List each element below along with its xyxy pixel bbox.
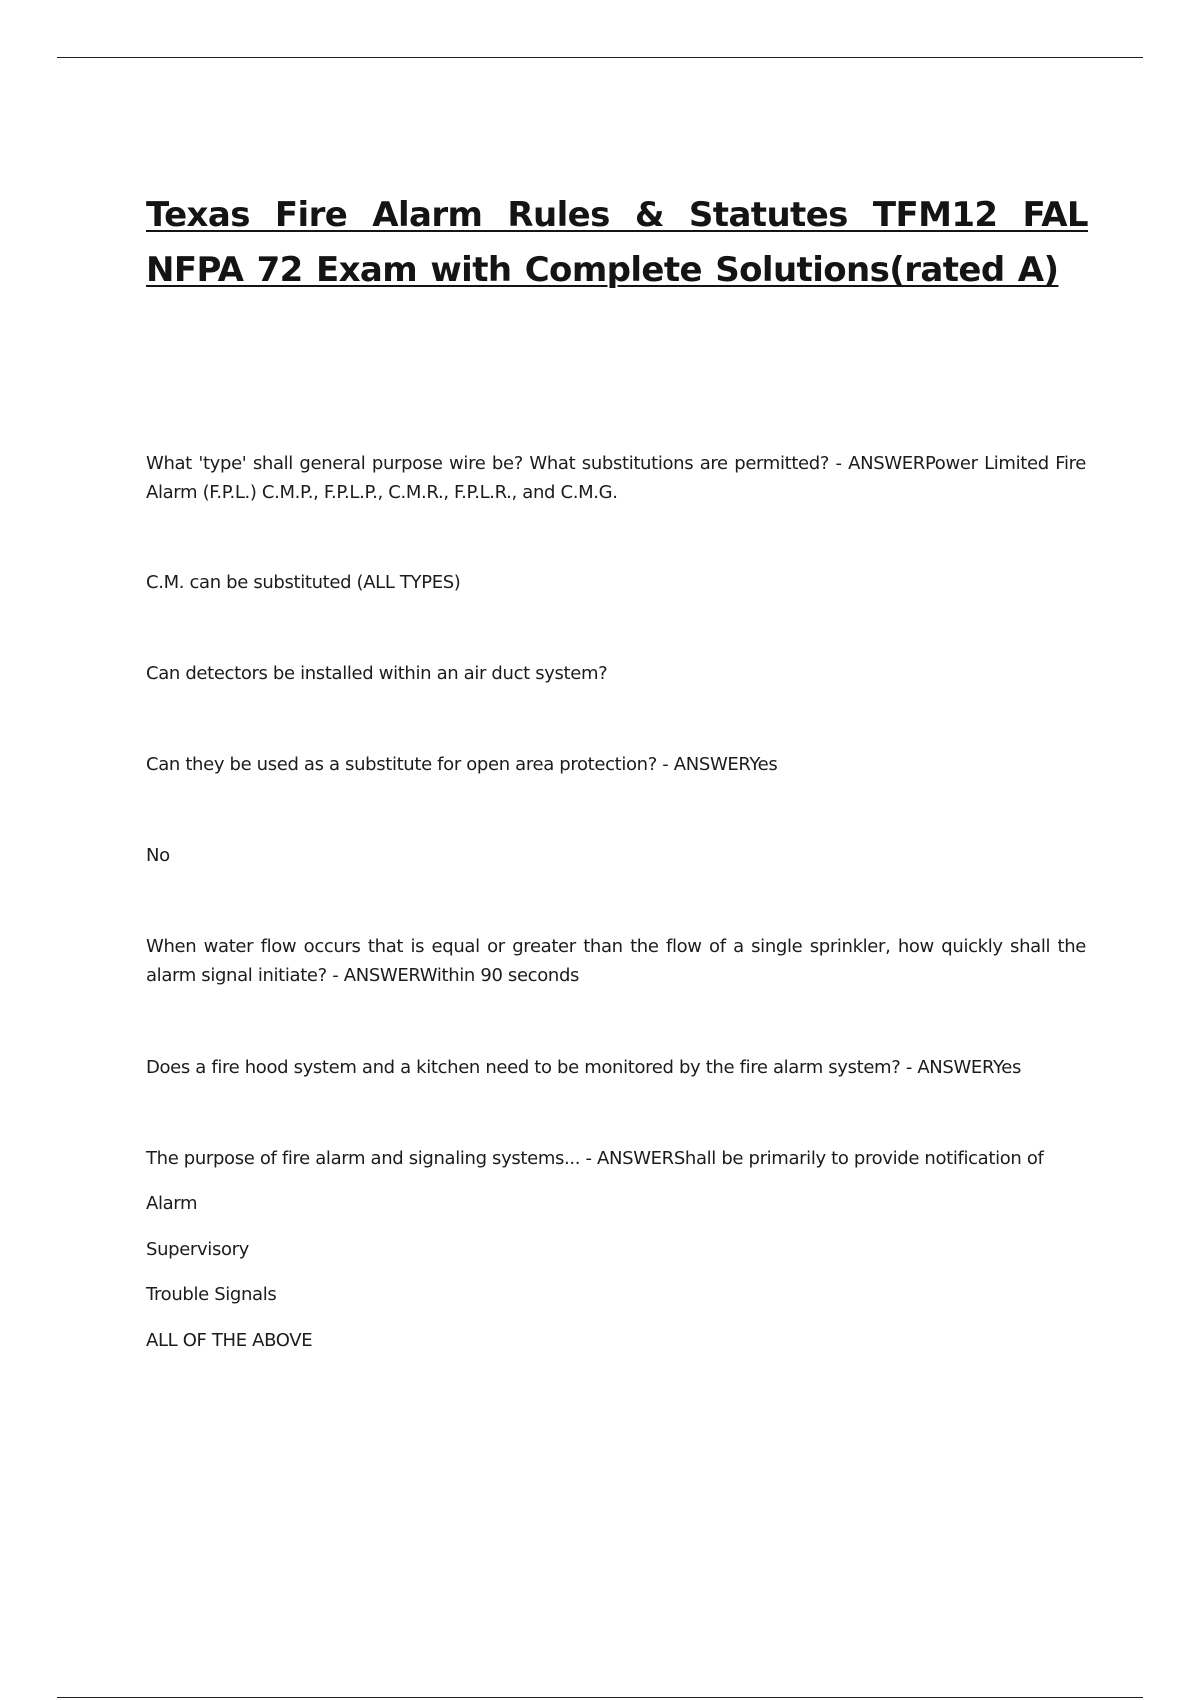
list-item-all-of-the-above: ALL OF THE ABOVE [146,1330,313,1351]
paragraph-no: No [146,845,170,866]
paragraph-fire-hood: Does a fire hood system and a kitchen need to be monitored by the fire alarm system? - ANSWERYes [146,1057,1021,1078]
list-item-supervisory: Supervisory [146,1239,249,1260]
document-title: Texas Fire Alarm Rules & Statutes TFM12 FAL NFPA 72 Exam with Complete Solutions(rated A) [146,195,1088,290]
paragraph-duct-detectors: Can detectors be installed within an air duct system? [146,663,608,684]
paragraph-wire-type: What 'type' shall general purpose wire be? What substitutions are permitted? - ANSWERPower Limited Fire Alarm (F.P.L.) C.M.P., F.P.L.P., C.M.R., F.P.L.R., and C.M.G. [146,453,1086,503]
footer-rule [57,1697,1143,1698]
list-item-alarm: Alarm [146,1193,198,1214]
paragraph-purpose: The purpose of fire alarm and signaling systems... - ANSWERShall be primarily to provide notification of [146,1148,1044,1169]
paragraph-open-area: Can they be used as a substitute for open area protection? - ANSWERYes [146,754,778,775]
paragraph-water-flow: When water flow occurs that is equal or greater than the flow of a single sprinkler, how quickly shall the alarm signal initiate? - ANSWERWithin 90 seconds [146,936,1086,986]
header-rule [57,57,1143,58]
paragraph-cm-substitution: C.M. can be substituted (ALL TYPES) [146,572,461,593]
list-item-trouble-signals: Trouble Signals [146,1284,277,1305]
